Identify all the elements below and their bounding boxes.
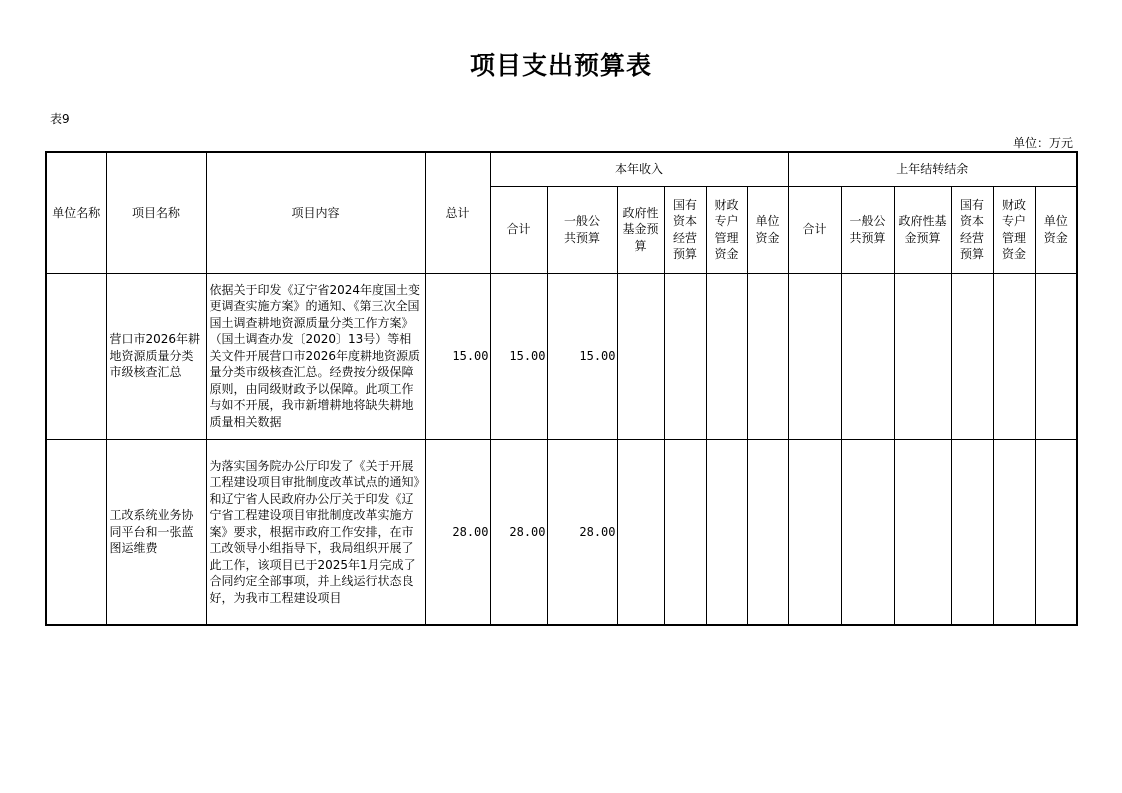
project-content-cell: 为落实国务院办公厅印发了《关于开展工程建设项目审批制度改革试点的通知》和辽宁省人民政府办公厅关于印发《辽宁省工程建设项目审批制度改革实施方案》要求，根据市政府工作安排，在市工改领导小组指导下，我局组织开展了此工作，该项目已于2025年1月完成了合同约定全部事项，并上线运行状态良好，为我市工程建设项目 [206, 439, 425, 625]
total-cell: 15.00 [425, 273, 490, 439]
empty-cell [841, 439, 894, 625]
header-total: 总计 [425, 152, 490, 273]
unit-label: 单位：万元 [1012, 136, 1073, 150]
unit-name-cell [46, 439, 106, 625]
empty-cell [788, 273, 841, 439]
project-name-cell: 工改系统业务协同平台和一张蓝图运维费 [106, 439, 206, 625]
empty-cell [617, 439, 664, 625]
table-number: 表9 [50, 112, 70, 126]
header-special-account: 财政专户管理资金 [706, 186, 747, 273]
empty-cell [706, 439, 747, 625]
page-title: 项目支出预算表 [469, 51, 652, 80]
empty-cell [1035, 273, 1077, 439]
header-prev-sum: 合计 [788, 186, 841, 273]
header-project-content: 项目内容 [206, 152, 425, 273]
header-current-income: 本年收入 [490, 152, 788, 186]
table-row [46, 273, 1077, 439]
empty-cell [951, 439, 993, 625]
header-prev-general-budget: 一般公共预算 [841, 186, 894, 273]
sum-cell: 15.00 [490, 273, 547, 439]
total-cell: 28.00 [425, 439, 490, 625]
empty-cell [993, 273, 1035, 439]
empty-cell [993, 439, 1035, 625]
header-prev-unit-funds: 单位资金 [1035, 186, 1077, 273]
header-general-budget: 一般公共预算 [547, 186, 617, 273]
empty-cell [747, 273, 788, 439]
header-prev-fund-budget: 政府性基金预算 [894, 186, 951, 273]
empty-cell [617, 273, 664, 439]
header-state-capital: 国有资本经营预算 [664, 186, 706, 273]
table-row [46, 439, 1077, 625]
empty-cell [841, 273, 894, 439]
header-prior-carryover: 上年结转结余 [788, 152, 1077, 186]
header-row-1 [46, 152, 1077, 186]
project-name-cell: 营口市2026年耕地资源质量分类市级核查汇总 [106, 273, 206, 439]
header-project-name: 项目名称 [106, 152, 206, 273]
empty-cell [788, 439, 841, 625]
empty-cell [951, 273, 993, 439]
project-content-cell: 依据关于印发《辽宁省2024年度国土变更调查实施方案》的通知、《第三次全国国土调查耕地资源质量分类工作方案》（国土调查办发〔2020〕13号）等相关文件开展营口市2026年度耕地资源质量分类市级核查汇总。经费按分级保障原则，由同级财政予以保障。此项工作与如不开展，我市新增耕地将缺失耕地质量相关数据 [206, 273, 425, 439]
budget-table [45, 151, 1078, 626]
sum-cell: 28.00 [490, 439, 547, 625]
header-unit-name: 单位名称 [46, 152, 106, 273]
header-prev-special-account: 财政专户管理资金 [993, 186, 1035, 273]
empty-cell [706, 273, 747, 439]
unit-name-cell [46, 273, 106, 439]
empty-cell [664, 439, 706, 625]
header-unit-funds: 单位资金 [747, 186, 788, 273]
general-budget-cell: 28.00 [547, 439, 617, 625]
header-prev-state-capital: 国有资本经营预算 [951, 186, 993, 273]
empty-cell [747, 439, 788, 625]
header-sum: 合计 [490, 186, 547, 273]
empty-cell [894, 439, 951, 625]
empty-cell [664, 273, 706, 439]
header-fund-budget: 政府性基金预算 [617, 186, 664, 273]
empty-cell [894, 273, 951, 439]
empty-cell [1035, 439, 1077, 625]
general-budget-cell: 15.00 [547, 273, 617, 439]
